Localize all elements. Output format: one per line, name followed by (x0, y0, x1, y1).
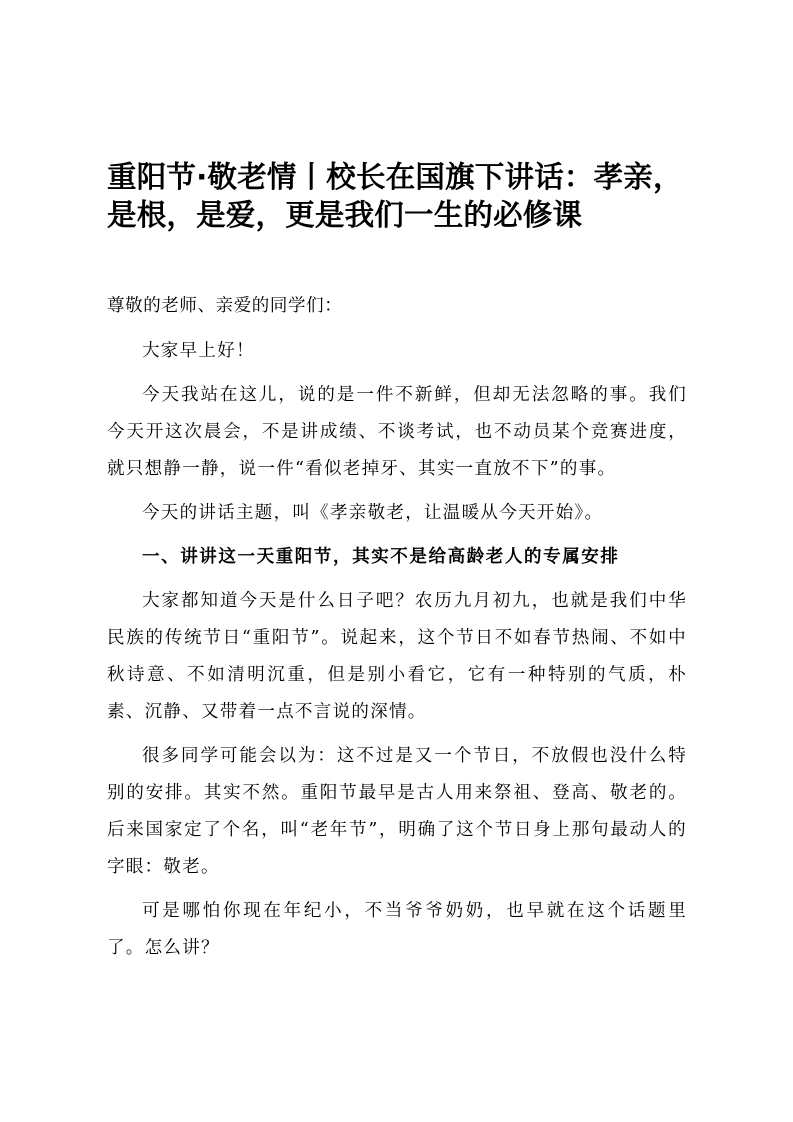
paragraph-festival-intro: 大家都知道今天是什么日子吧？农历九月初九，也就是我们中华民族的传统节日“重阳节”。说起来，这个节日不如春节热闹、不如中秋诗意、不如清明沉重，但是别小看它，它有一种特别的气质，朴素、沉静、又带着一点不言说的深情。 (107, 591, 687, 722)
section-heading: 一、讲讲这一天重阳节，其实不是给高龄老人的专属安排 (142, 547, 620, 567)
document-title: 重阳节·敬老情丨校长在国旗下讲话：孝亲，是根，是爱，更是我们一生的必修课 (107, 160, 683, 232)
paragraph-intro: 今天我站在这儿，说的是一件不新鲜，但却无法忽略的事。我们今天开这次晨会，不是讲成绩、不谈考试，也不动员某个竞赛进度，就只想静一静，说一件“看似老掉牙、其实一直放不下”的事。 (107, 385, 687, 479)
document-body (107, 291, 687, 974)
paragraph-greeting: 大家早上好！ (142, 341, 255, 361)
paragraph-theme: 今天的讲话主题，叫《孝亲敬老，让温暖从今天开始》。 (142, 503, 604, 523)
paragraph-festival-history: 很多同学可能会以为：这不过是又一个节日，不放假也没什么特别的安排。其实不然。重阳节最早是古人用来祭祖、登高、敬老的。后来国家定了个名，叫“老年节”，明确了这个节日身上那句最动人的字眼：敬老。 (107, 746, 687, 877)
salutation: 尊敬的老师、亲爱的同学们： (107, 296, 343, 316)
paragraph-question: 可是哪怕你现在年纪小，不当爷爷奶奶，也早就在这个话题里了。怎么讲？ (107, 901, 687, 958)
